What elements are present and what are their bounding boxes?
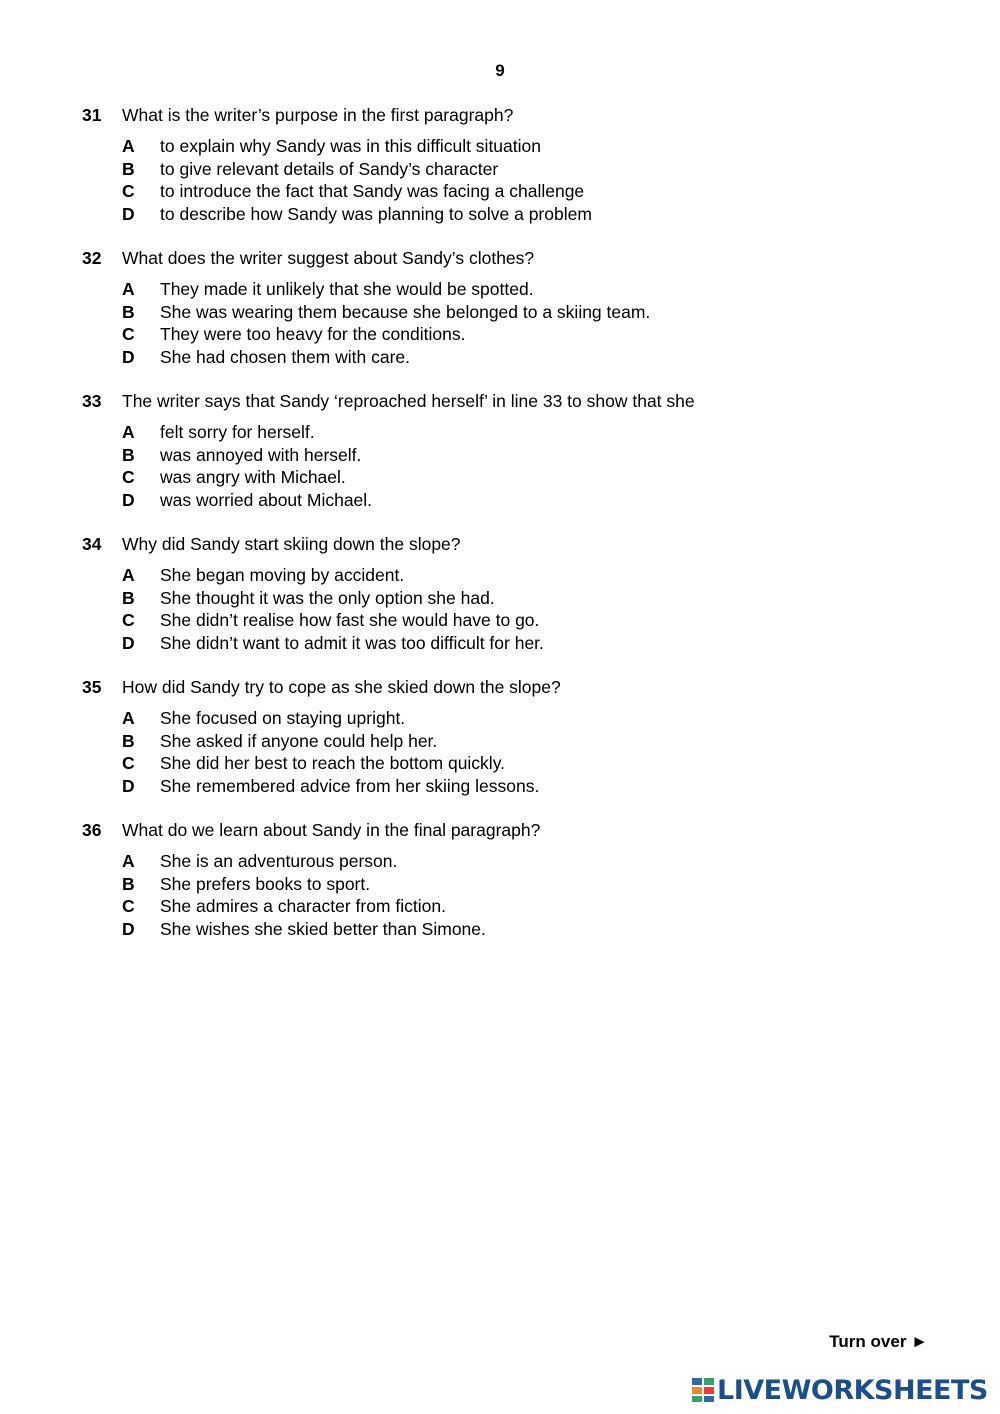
option-letter: B — [122, 158, 135, 179]
answer-option[interactable] — [122, 489, 962, 512]
option-text: to describe how Sandy was planning to solve a problem — [160, 203, 592, 224]
question-stem — [82, 390, 962, 412]
option-text: She began moving by accident. — [160, 565, 405, 585]
liveworksheets-brand — [692, 1373, 988, 1407]
option-text: She admires a character from fiction. — [160, 896, 446, 916]
option-text: to introduce the fact that Sandy was facing a challenge — [160, 181, 585, 201]
question-33 — [82, 390, 962, 511]
option-text: They were too heavy for the conditions. — [160, 324, 466, 344]
answer-option[interactable] — [122, 895, 962, 918]
option-letter: D — [122, 346, 135, 367]
option-letter: C — [122, 896, 135, 916]
option-letter: C — [122, 181, 135, 201]
option-text: She asked if anyone could help her. — [160, 730, 438, 751]
option-text: They made it unlikely that she would be spotted. — [160, 279, 534, 299]
page-number: 9 — [495, 61, 505, 80]
option-text: to give relevant details of Sandy’s character — [160, 158, 499, 179]
option-text: was annoyed with herself. — [160, 444, 362, 465]
question-number: 36 — [82, 820, 102, 840]
option-letter: D — [122, 918, 135, 939]
option-letter: C — [122, 324, 135, 344]
option-letter: B — [122, 444, 135, 465]
question-stem — [82, 104, 962, 126]
option-letter: D — [122, 632, 135, 653]
answer-option[interactable] — [122, 203, 962, 226]
option-letter: D — [122, 203, 135, 224]
option-letter: A — [122, 279, 135, 299]
liveworksheets-logo-icon — [692, 1378, 714, 1402]
option-text: felt sorry for herself. — [160, 422, 315, 442]
option-letter: A — [122, 708, 135, 728]
option-text: She didn’t want to admit it was too difficult for her. — [160, 632, 544, 653]
option-letter: A — [122, 851, 135, 871]
question-list — [82, 104, 962, 962]
answer-option[interactable] — [122, 135, 962, 158]
answer-option[interactable] — [122, 564, 962, 587]
option-letter: B — [122, 873, 135, 894]
answer-option[interactable] — [122, 421, 962, 444]
option-text: She had chosen them with care. — [160, 346, 411, 367]
answer-option[interactable] — [122, 632, 962, 655]
answer-option[interactable] — [122, 444, 962, 467]
option-letter: A — [122, 422, 135, 442]
answer-option[interactable] — [122, 730, 962, 753]
question-text: Why did Sandy start skiing down the slope? — [122, 534, 461, 554]
option-text: She wishes she skied better than Simone. — [160, 918, 486, 939]
question-32 — [82, 247, 962, 368]
answer-option[interactable] — [122, 323, 962, 346]
answer-option[interactable] — [122, 158, 962, 181]
option-letter: B — [122, 587, 135, 608]
turn-over-label: Turn over ► — [829, 1332, 928, 1351]
answer-option[interactable] — [122, 278, 962, 301]
answer-option[interactable] — [122, 346, 962, 369]
option-letter: C — [122, 467, 135, 487]
answer-option[interactable] — [122, 609, 962, 632]
question-text: How did Sandy try to cope as she skied down the slope? — [122, 677, 561, 697]
question-number: 32 — [82, 248, 102, 268]
option-letter: B — [122, 730, 135, 751]
answer-option[interactable] — [122, 918, 962, 941]
question-34 — [82, 533, 962, 654]
question-stem — [82, 819, 962, 841]
option-text: She was wearing them because she belonged to a skiing team. — [160, 301, 651, 322]
option-letter: A — [122, 136, 135, 156]
question-text: What is the writer’s purpose in the first paragraph? — [122, 105, 514, 125]
question-text: What do we learn about Sandy in the final paragraph? — [122, 820, 541, 840]
answer-option[interactable] — [122, 587, 962, 610]
question-31 — [82, 104, 962, 225]
question-35 — [82, 676, 962, 797]
option-text: She remembered advice from her skiing lessons. — [160, 775, 540, 796]
question-stem — [82, 676, 962, 698]
option-letter: C — [122, 610, 135, 630]
answer-option[interactable] — [122, 301, 962, 324]
question-text: What does the writer suggest about Sandy’s clothes? — [122, 248, 535, 268]
question-number: 33 — [82, 391, 102, 411]
question-stem — [82, 247, 962, 269]
question-number: 34 — [82, 534, 102, 554]
brand-name: LIVEWORKSHEETS — [717, 1374, 988, 1406]
option-text: was worried about Michael. — [160, 489, 373, 510]
question-stem — [82, 533, 962, 555]
option-text: She focused on staying upright. — [160, 708, 406, 728]
answer-option[interactable] — [122, 752, 962, 775]
question-36 — [82, 819, 962, 940]
answer-option[interactable] — [122, 180, 962, 203]
option-letter: D — [122, 489, 135, 510]
question-number: 31 — [82, 105, 102, 125]
option-text: She prefers books to sport. — [160, 873, 371, 894]
option-text: She didn’t realise how fast she would have to go. — [160, 610, 540, 630]
option-text: She did her best to reach the bottom quickly. — [160, 753, 506, 773]
answer-option[interactable] — [122, 707, 962, 730]
option-text: She is an adventurous person. — [160, 851, 398, 871]
option-text: to explain why Sandy was in this difficult situation — [160, 136, 541, 156]
answer-option[interactable] — [122, 873, 962, 896]
option-letter: C — [122, 753, 135, 773]
option-text: was angry with Michael. — [160, 467, 346, 487]
option-text: She thought it was the only option she had. — [160, 587, 495, 608]
answer-option[interactable] — [122, 466, 962, 489]
option-letter: B — [122, 301, 135, 322]
option-letter: A — [122, 565, 135, 585]
answer-option[interactable] — [122, 850, 962, 873]
answer-option[interactable] — [122, 775, 962, 798]
question-number: 35 — [82, 677, 102, 697]
option-letter: D — [122, 775, 135, 796]
question-text: The writer says that Sandy ‘reproached herself’ in line 33 to show that she — [122, 391, 695, 411]
